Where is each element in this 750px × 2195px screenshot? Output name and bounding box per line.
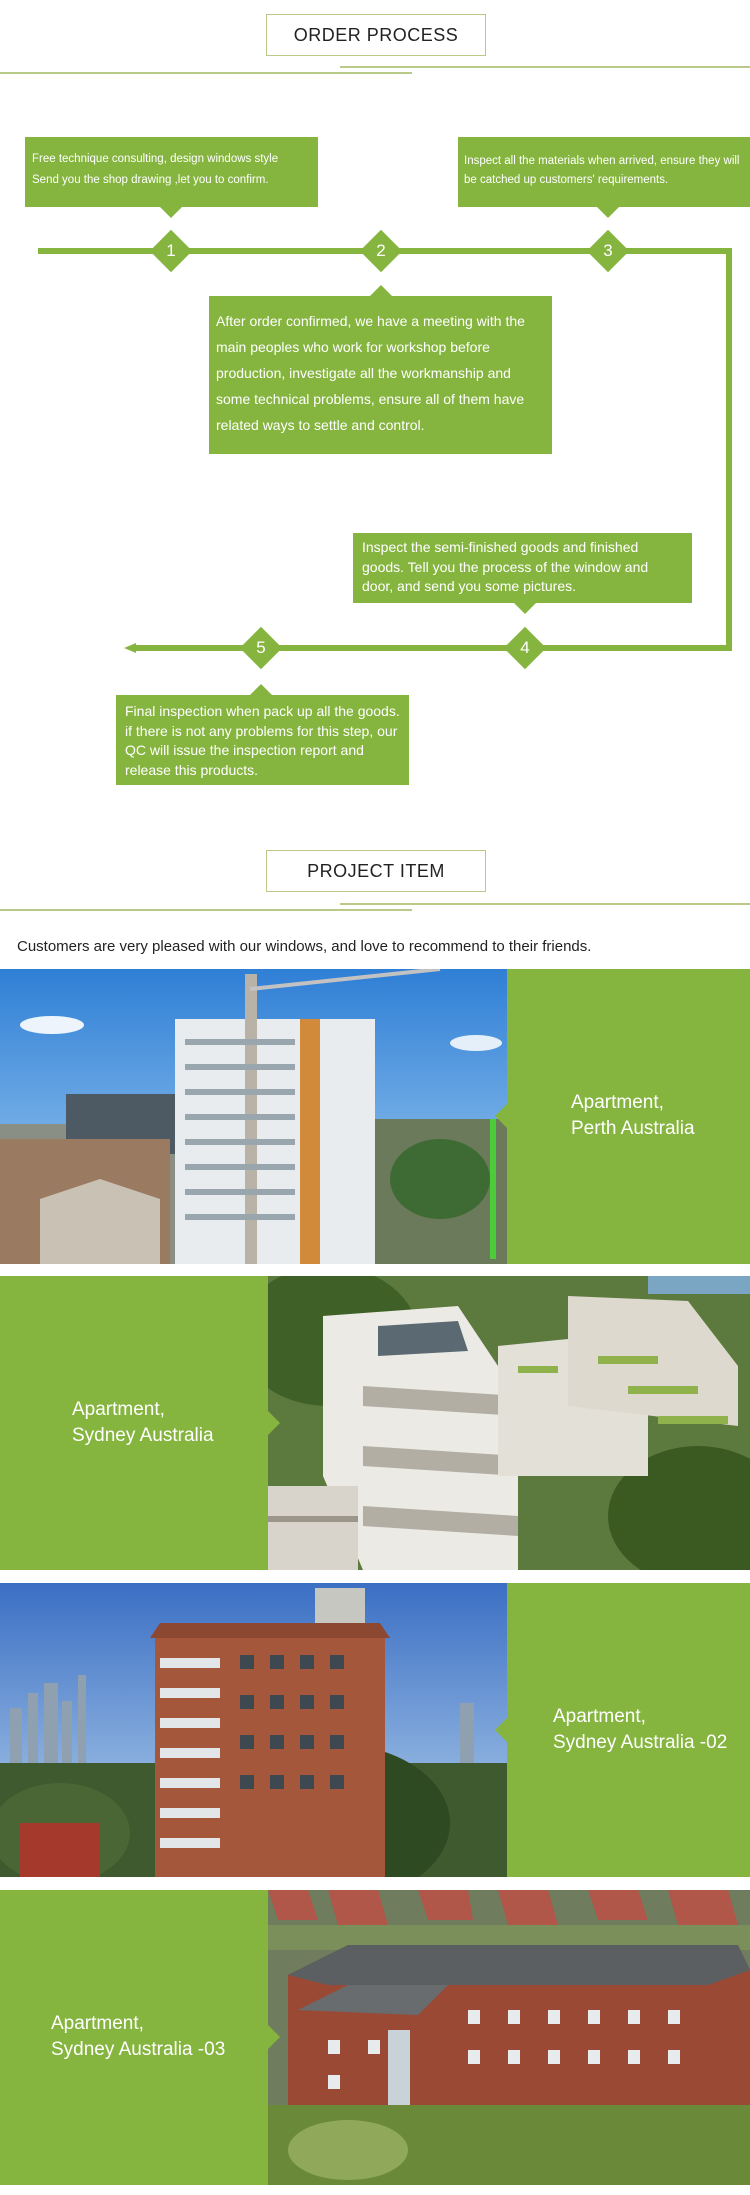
project-3-label-line-1: Apartment, xyxy=(553,1706,646,1727)
project-2-image xyxy=(268,1276,750,1570)
step-3-text: Inspect all the materials when arrived, ensure they will be catched up customers' requirements. xyxy=(464,155,740,186)
flow-arrow-head xyxy=(124,643,136,653)
flow-line-right xyxy=(726,248,732,651)
step-1-text-line-1: Free technique consulting, design windows style xyxy=(32,153,279,165)
project-2-label-line-2: Sydney Australia xyxy=(72,1424,214,1446)
step-1-text-line-2: Send you the shop drawing ,let you to confirm. xyxy=(32,174,269,187)
project-2-panel-notch xyxy=(268,1411,280,1435)
step-4-bubble xyxy=(353,533,692,603)
project-3-label xyxy=(553,1704,727,1755)
project-3-label-line-2: Sydney Australia -02 xyxy=(553,1731,728,1753)
step-4-bubble-tail xyxy=(514,603,536,614)
project-1-label-line-2: Perth Australia xyxy=(571,1117,695,1139)
project-4-panel-notch xyxy=(268,2025,280,2049)
project-4-label xyxy=(51,2011,225,2062)
step-2-bubble-tail xyxy=(370,285,392,296)
step-4-number: 4 xyxy=(520,638,530,657)
step-5-bubble xyxy=(116,695,409,785)
step-2-number: 2 xyxy=(376,241,386,260)
project-rule-right xyxy=(340,903,750,905)
project-item-title xyxy=(266,850,486,892)
project-4-image xyxy=(268,1890,750,2185)
project-intro-text: Customers are very pleased with our windows, and love to recommend to their friends. xyxy=(17,938,592,955)
project-2-label xyxy=(72,1397,214,1448)
project-3-image xyxy=(0,1583,507,1877)
title-rule-right xyxy=(340,66,750,68)
step-1-number: 1 xyxy=(166,241,176,260)
terraced-white-apartments-photo xyxy=(268,1276,750,1570)
project-4-label-line-1: Apartment, xyxy=(51,2013,144,2034)
step-1-bubble-tail xyxy=(160,207,182,218)
step-4-text: Inspect the semi-finished goods and finished goods. Tell you the process of the window and door, and send you some pictures. xyxy=(362,539,649,595)
project-item-title-text: PROJECT ITEM xyxy=(307,860,445,881)
step-3-number: 3 xyxy=(603,241,613,260)
step-1-bubble xyxy=(25,137,318,207)
step-3-bubble-tail xyxy=(597,207,619,218)
brick-apartment-complex-aerial-photo xyxy=(268,1890,750,2185)
project-2-label-line-1: Apartment, xyxy=(72,1399,165,1420)
project-1-label-line-1: Apartment, xyxy=(571,1092,664,1113)
project-4-label-line-2: Sydney Australia -03 xyxy=(51,2038,226,2060)
project-1-label xyxy=(571,1090,695,1141)
step-5-text: Final inspection when pack up all the goods. if there is not any problems for this step, our QC will issue the inspection report and release this products. xyxy=(125,703,400,778)
title-rule-left xyxy=(0,72,412,74)
order-process-title-text: ORDER PROCESS xyxy=(293,24,459,45)
step-2-text: After order confirmed, we have a meeting with the main peoples who work for workshop before production, investigate all the workmanship and some technical problems, ensure all of them have related ways to settle and control. xyxy=(216,313,525,433)
project-1-panel-notch xyxy=(495,1104,507,1128)
step-3-bubble xyxy=(458,137,750,207)
flow-line-bottom xyxy=(136,645,732,651)
project-3-panel-notch xyxy=(495,1718,507,1742)
step-5-bubble-tail xyxy=(250,684,272,695)
brick-apartment-block-city-skyline-photo xyxy=(0,1583,507,1877)
project-rule-left xyxy=(0,909,412,911)
tall-apartment-tower-with-crane-photo xyxy=(0,969,507,1264)
project-1-image xyxy=(0,969,507,1264)
step-5-number: 5 xyxy=(256,638,266,657)
step-2-bubble xyxy=(209,296,552,454)
order-process-title xyxy=(266,14,486,56)
